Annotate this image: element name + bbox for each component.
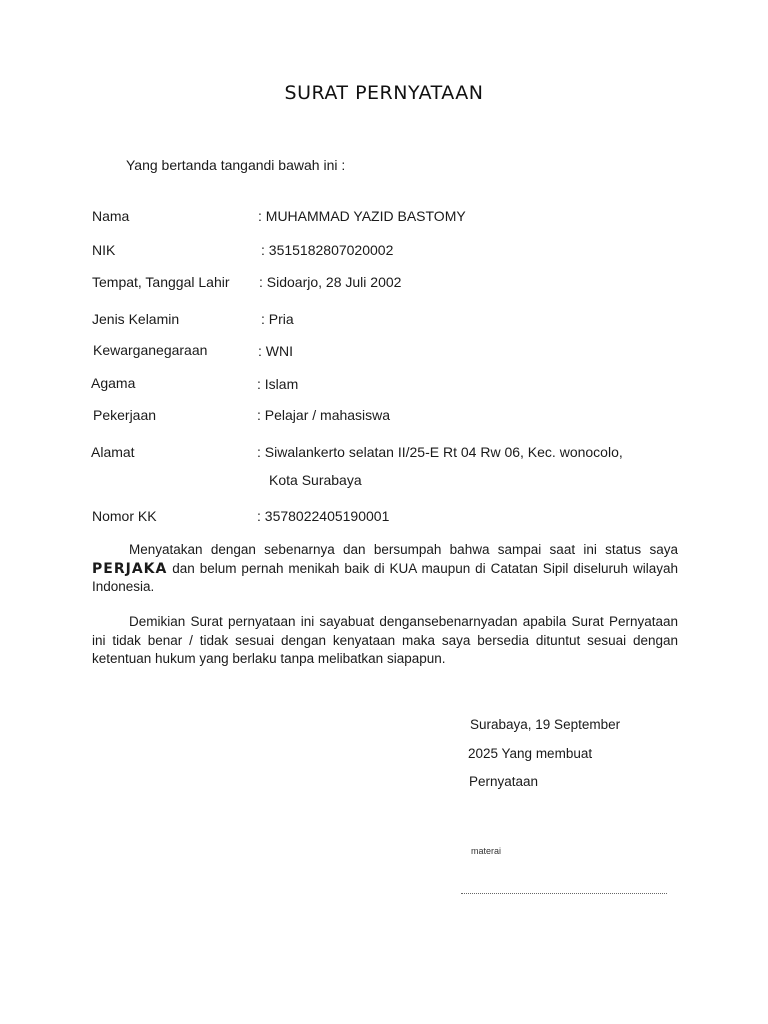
field-value: : Islam — [257, 376, 299, 392]
statement-text: Menyatakan dengan sebenarnya dan bersumpah bahwa sampai saat ini status saya — [129, 542, 678, 557]
field-label: NIK — [92, 242, 116, 258]
letter-title: SURAT PERNYATAAN — [284, 82, 484, 104]
field-value: : Pria — [261, 311, 294, 327]
intro-text: Yang bertanda tangandi bawah ini : — [126, 157, 346, 173]
field-label: Pekerjaan — [93, 407, 157, 423]
signature-place-date: Surabaya, 19 September — [470, 717, 621, 732]
field-value: : 3515182807020002 — [261, 242, 394, 258]
signature-dotted-line — [461, 887, 667, 894]
field-label: Agama — [91, 375, 136, 391]
field-label: Nama — [92, 208, 130, 224]
field-value: : MUHAMMAD YAZID BASTOMY — [258, 208, 466, 224]
field-label: Jenis Kelamin — [92, 311, 180, 327]
field-value-line2: Kota Surabaya — [269, 472, 362, 488]
closing-text: Demikian Surat pernyataan ini sayabuat dengansebenarnyadan apabila Surat Pernyataan ini tidak benar / tidak sesuai dengan kenyataan maka saya bersedia dituntut sesuai dengan ketentuan hukum yang berlaku tanpa melibatkan siapapun. — [92, 614, 678, 666]
statement-paragraph — [92, 541, 678, 597]
signature-line-3: Pernyataan — [469, 774, 539, 789]
statement-text-2: dan belum pernah menikah baik di KUA maupun di Catatan Sipil diseluruh wilayah Indonesia. — [92, 560, 678, 594]
signature-line-2: 2025 Yang membuat — [468, 746, 593, 761]
closing-paragraph — [92, 613, 678, 669]
field-value: : WNI — [258, 343, 293, 359]
status-text: PERJAKA — [92, 560, 168, 577]
field-value: : Sidoarjo, 28 Juli 2002 — [259, 274, 402, 290]
materai-label: materai — [471, 846, 502, 856]
field-label: Kewarganegaraan — [93, 342, 208, 358]
field-label: Nomor KK — [92, 508, 157, 524]
field-value: : Pelajar / mahasiswa — [257, 407, 391, 423]
field-value: : 3578022405190001 — [257, 508, 390, 524]
field-value: : Siwalankerto selatan II/25-E Rt 04 Rw 06, Kec. wonocolo, — [257, 444, 623, 460]
field-label: Tempat, Tanggal Lahir — [92, 274, 230, 290]
field-label: Alamat — [91, 444, 135, 460]
